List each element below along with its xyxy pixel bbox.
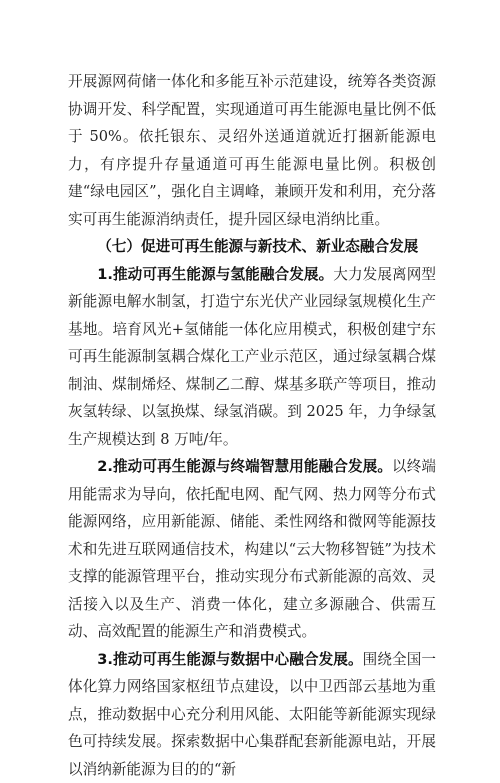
paragraph-lead-data-center: 3.推动可再生能源与数据中心融合发展。 [97, 651, 362, 668]
paragraph-lead-hydrogen: 1.推动可再生能源与氢能融合发展。 [97, 266, 333, 283]
section-heading: （七）促进可再生能源与新技术、新业态融合发展 [68, 233, 436, 261]
paragraph-data-center [68, 646, 436, 783]
paragraph-lead-smart-energy: 2.推动可再生能源与终端智慧用能融合发展。 [97, 458, 392, 475]
paragraph-continuation: 开展源网荷储一体化和多能互补示范建设，统筹各类资源协调开发、科学配置，实现通道可再生能源电量比例不低于 50%。依托银东、灵绍外送通道就近打捆新能源电力，有序提升存量通道可再生能源电量比例。积极创建“绿电园区”，强化自主调峰，兼顾开发和利用，充分落实可再生能源消纳责任，提升园区绿电消纳比重。 [68, 68, 436, 233]
paragraph-smart-energy [68, 453, 436, 646]
paragraph-body-hydrogen: 大力发展离网型新能源电解水制氢，打造宁东光伏产业园绿氢规模化生产基地。培育风光+氢储能一体化应用模式，积极创建宁东可再生能源制氢耦合煤化工产业示范区，通过绿氢耦合煤制油、煤制烯烃、煤制乙二醇、煤基多联产等项目，推动灰氢转绿、以氢换煤、绿氢消碳。到 2025 年，力争绿氢生产规模达到 8 万吨/年。 [68, 266, 436, 448]
paragraph-body-data-center: 围绕全国一体化算力网络国家枢纽节点建设，以中卫西部云基地为重点，推动数据中心充分利用风能、太阳能等新能源实现绿色可持续发展。探索数据中心集群配套新能源电站，开展以消纳新能源为目的的“新 [68, 651, 436, 778]
paragraph-hydrogen [68, 261, 436, 454]
document-body [68, 68, 436, 783]
paragraph-body-smart-energy: 以终端用能需求为导向，依托配电网、配气网、热力网等分布式能源网络，应用新能源、储能、柔性网络和微网等能源技术和先进互联网通信技术，构建以“云大物移智链”为技术支撑的能源管理平台，推动实现分布式新能源的高效、灵活接入以及生产、消费一体化，建立多源融合、供需互动、高效配置的能源生产和消费模式。 [68, 458, 436, 640]
